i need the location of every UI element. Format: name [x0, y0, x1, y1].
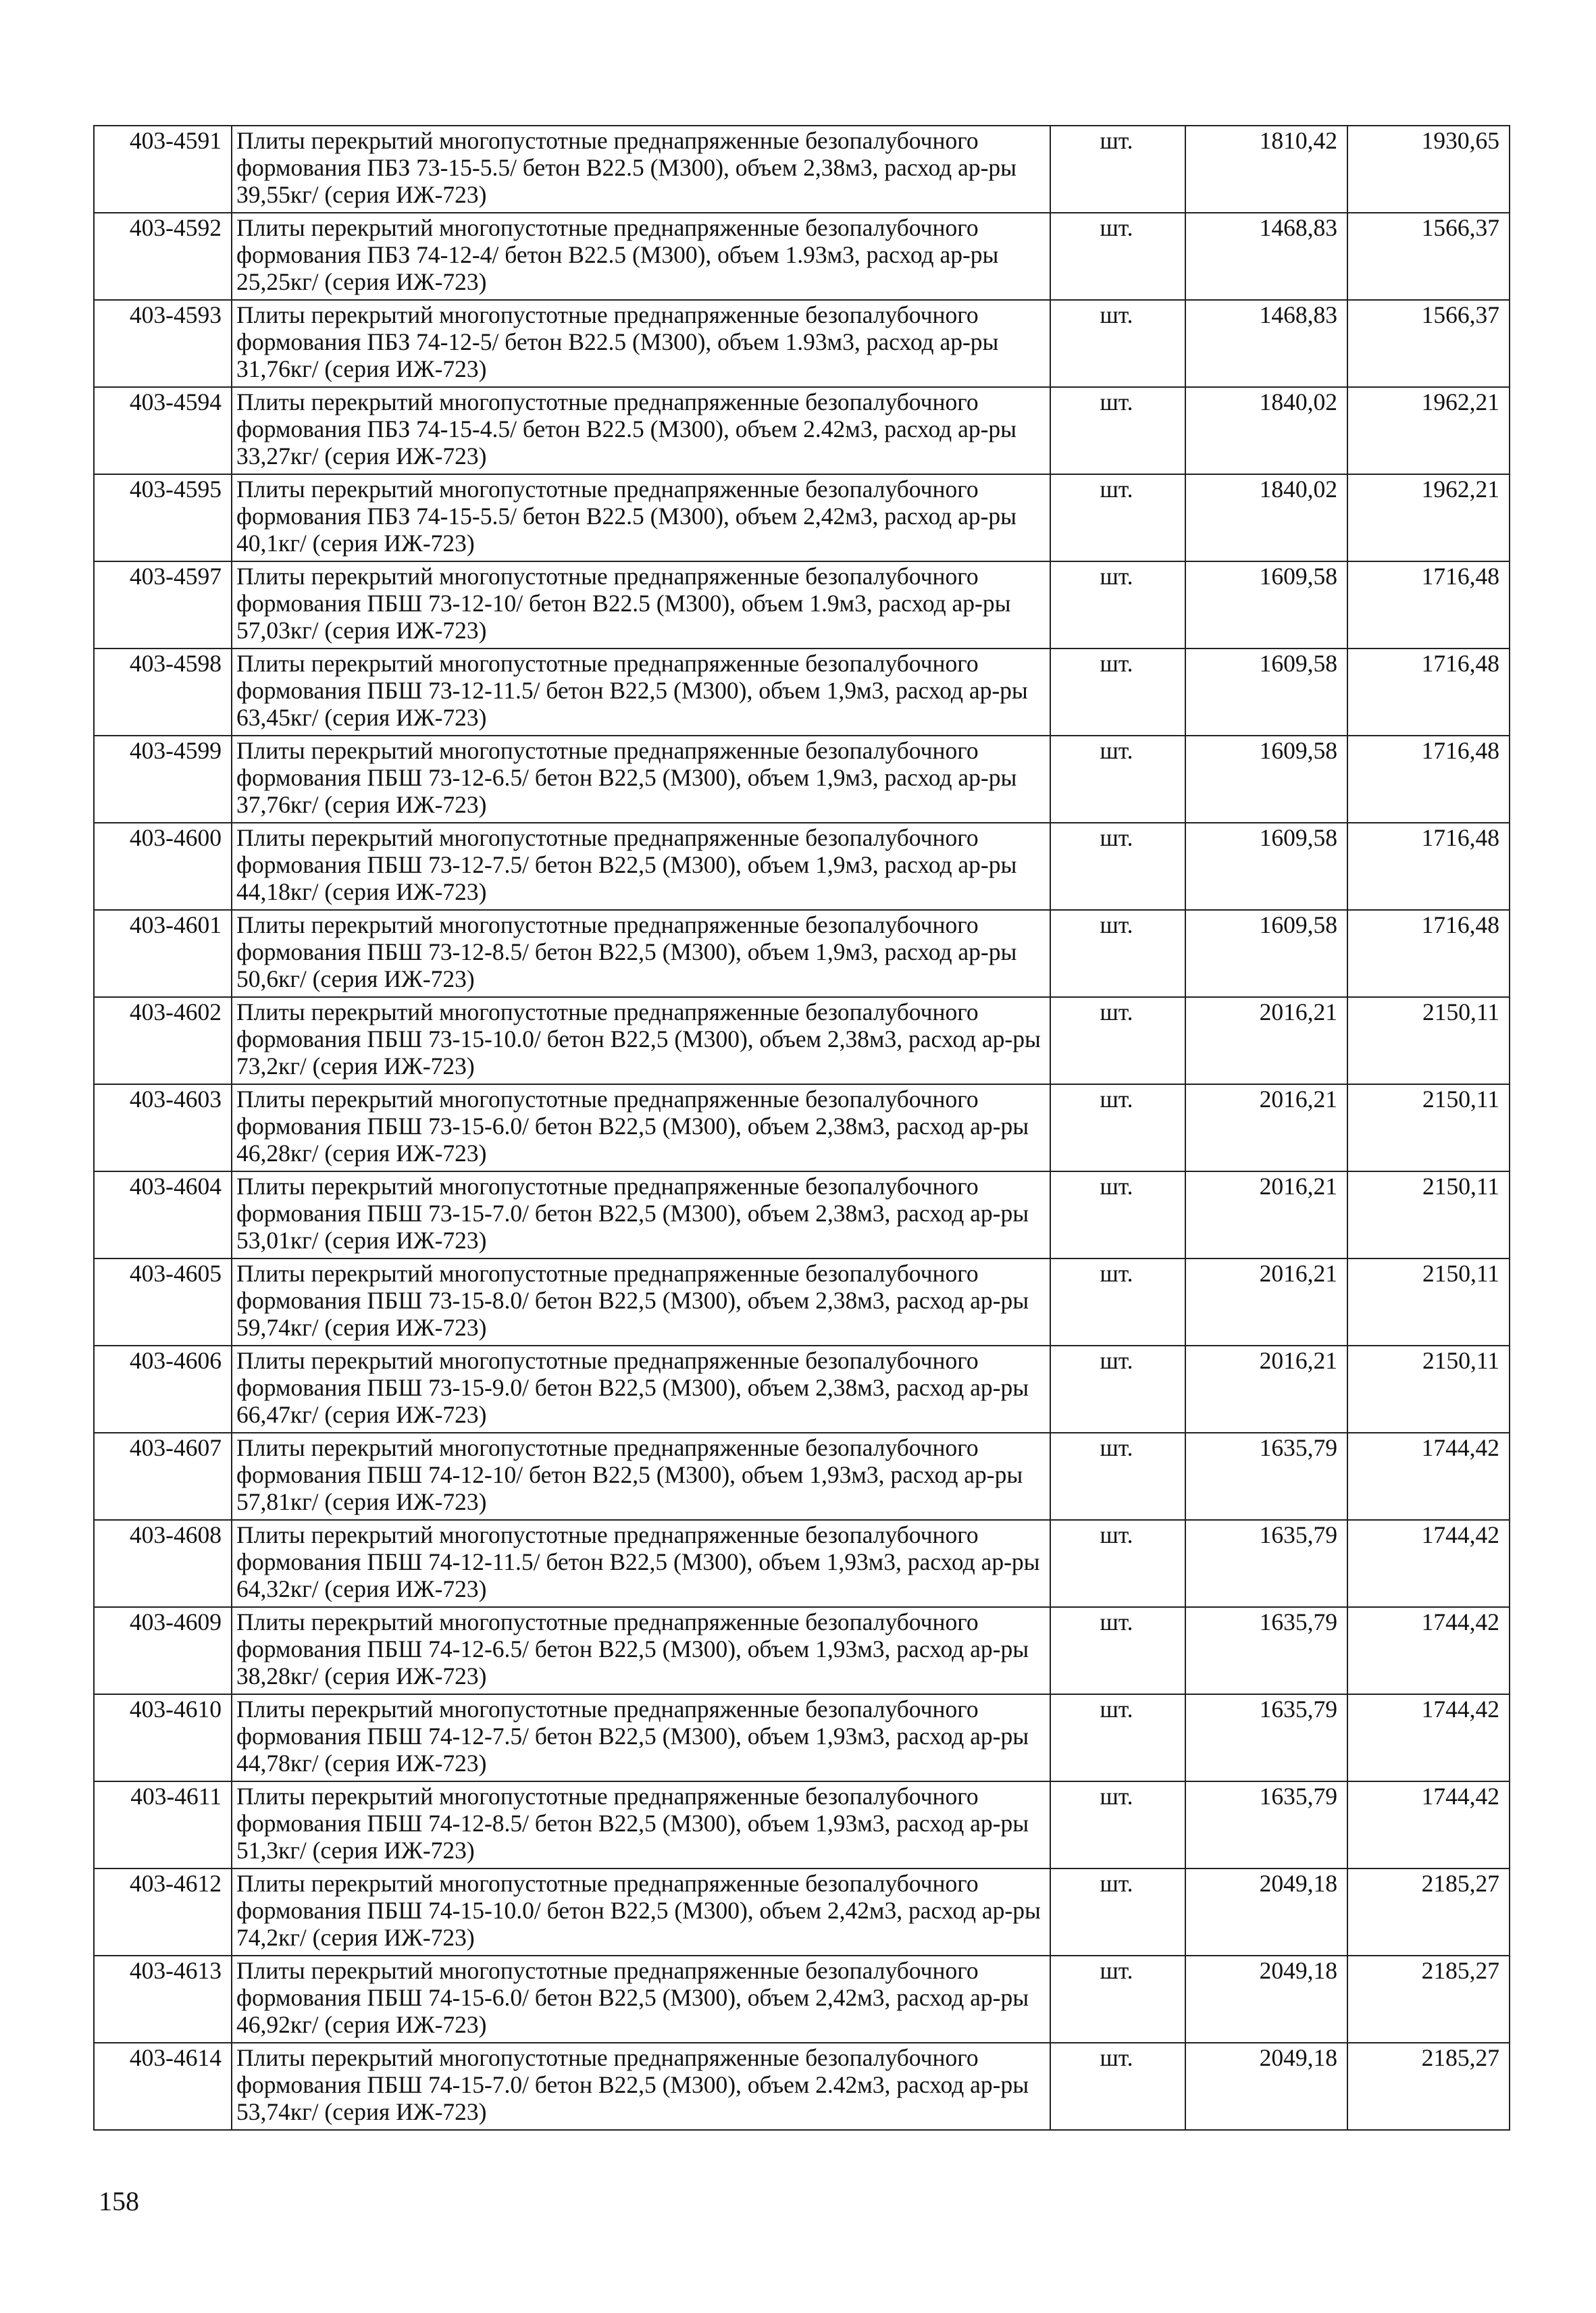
- table-row: [94, 1694, 1510, 1781]
- price-1-cell: 1635,79: [1185, 1781, 1347, 1869]
- item-code-cell: 403-4598: [94, 649, 232, 736]
- price-1-cell: 1635,79: [1185, 1607, 1347, 1694]
- table-row: [94, 736, 1510, 823]
- item-description-cell: Плиты перекрытий многопустотные преднапряженные безопалубочного формования ПБЗ 74-12-5/ бетон В22.5 (М300), объем 1.93м3, расход ар-ры 31,76кг/ (серия ИЖ-723): [232, 300, 1050, 387]
- item-description-cell: Плиты перекрытий многопустотные преднапряженные безопалубочного формования ПБШ 73-12-8.5/ бетон В22,5 (М300), объем 1,9м3, расход ар-ры 50,6кг/ (серия ИЖ-723): [232, 910, 1050, 997]
- item-description-cell: Плиты перекрытий многопустотные преднапряженные безопалубочного формования ПБШ 73-15-8.0/ бетон В22,5 (М300), объем 2,38м3, расход ар-ры 59,74кг/ (серия ИЖ-723): [232, 1259, 1050, 1346]
- unit-cell: шт.: [1050, 649, 1185, 736]
- price-2-cell: 1962,21: [1347, 387, 1510, 474]
- item-code-cell: 403-4594: [94, 387, 232, 474]
- table-row: [94, 561, 1510, 649]
- price-1-cell: 1635,79: [1185, 1520, 1347, 1607]
- price-1-cell: 2016,21: [1185, 1171, 1347, 1259]
- item-description-cell: Плиты перекрытий многопустотные преднапряженные безопалубочного формования ПБЗ 74-15-4.5/ бетон В22.5 (М300), объем 2.42м3, расход ар-ры 33,27кг/ (серия ИЖ-723): [232, 387, 1050, 474]
- table-row: [94, 2043, 1510, 2130]
- item-code-cell: 403-4609: [94, 1607, 232, 1694]
- item-description-cell: Плиты перекрытий многопустотные преднапряженные безопалубочного формования ПБШ 73-15-9.0/ бетон В22,5 (М300), объем 2,38м3, расход ар-ры 66,47кг/ (серия ИЖ-723): [232, 1346, 1050, 1433]
- item-code-cell: 403-4604: [94, 1171, 232, 1259]
- price-1-cell: 1609,58: [1185, 823, 1347, 910]
- item-code-cell: 403-4612: [94, 1869, 232, 1956]
- price-2-cell: 2185,27: [1347, 1956, 1510, 2043]
- price-1-cell: 2016,21: [1185, 1259, 1347, 1346]
- unit-cell: шт.: [1050, 1956, 1185, 2043]
- item-description-cell: Плиты перекрытий многопустотные преднапряженные безопалубочного формования ПБШ 73-12-6.5/ бетон В22,5 (М300), объем 1,9м3, расход ар-ры 37,76кг/ (серия ИЖ-723): [232, 736, 1050, 823]
- unit-cell: шт.: [1050, 1433, 1185, 1520]
- item-code-cell: 403-4602: [94, 997, 232, 1084]
- price-1-cell: 1468,83: [1185, 300, 1347, 387]
- unit-cell: шт.: [1050, 1781, 1185, 1869]
- item-code-cell: 403-4593: [94, 300, 232, 387]
- item-description-cell: Плиты перекрытий многопустотные преднапряженные безопалубочного формования ПБШ 73-12-11.5/ бетон В22,5 (М300), объем 1,9м3, расход ар-ры 63,45кг/ (серия ИЖ-723): [232, 649, 1050, 736]
- table-row: [94, 1433, 1510, 1520]
- item-code-cell: 403-4591: [94, 126, 232, 213]
- price-1-cell: 1635,79: [1185, 1694, 1347, 1781]
- unit-cell: шт.: [1050, 823, 1185, 910]
- price-2-cell: 1716,48: [1347, 736, 1510, 823]
- price-2-cell: 2150,11: [1347, 997, 1510, 1084]
- item-description-cell: Плиты перекрытий многопустотные преднапряженные безопалубочного формования ПБШ 74-12-6.5/ бетон В22,5 (М300), объем 1,93м3, расход ар-ры 38,28кг/ (серия ИЖ-723): [232, 1607, 1050, 1694]
- price-1-cell: 1609,58: [1185, 649, 1347, 736]
- item-code-cell: 403-4610: [94, 1694, 232, 1781]
- price-2-cell: 1744,42: [1347, 1607, 1510, 1694]
- item-description-cell: Плиты перекрытий многопустотные преднапряженные безопалубочного формования ПБЗ 74-12-4/ бетон В22.5 (М300), объем 1.93м3, расход ар-ры 25,25кг/ (серия ИЖ-723): [232, 213, 1050, 300]
- price-table-body: [94, 126, 1510, 2130]
- table-row: [94, 1084, 1510, 1171]
- table-row: [94, 126, 1510, 213]
- price-1-cell: 2049,18: [1185, 2043, 1347, 2130]
- price-2-cell: 2185,27: [1347, 2043, 1510, 2130]
- unit-cell: шт.: [1050, 561, 1185, 649]
- price-2-cell: 1716,48: [1347, 823, 1510, 910]
- item-description-cell: Плиты перекрытий многопустотные преднапряженные безопалубочного формования ПБЗ 73-15-5.5/ бетон В22.5 (М300), объем 2,38м3, расход ар-ры 39,55кг/ (серия ИЖ-723): [232, 126, 1050, 213]
- price-1-cell: 2049,18: [1185, 1956, 1347, 2043]
- price-1-cell: 1468,83: [1185, 213, 1347, 300]
- item-description-cell: Плиты перекрытий многопустотные преднапряженные безопалубочного формования ПБШ 73-15-10.0/ бетон В22,5 (М300), объем 2,38м3, расход ар-ры 73,2кг/ (серия ИЖ-723): [232, 997, 1050, 1084]
- table-row: [94, 1346, 1510, 1433]
- price-1-cell: 1609,58: [1185, 736, 1347, 823]
- unit-cell: шт.: [1050, 1869, 1185, 1956]
- table-row: [94, 474, 1510, 561]
- price-1-cell: 1635,79: [1185, 1433, 1347, 1520]
- page-number: 158: [99, 2186, 139, 2216]
- item-description-cell: Плиты перекрытий многопустотные преднапряженные безопалубочного формования ПБШ 74-15-10.0/ бетон В22,5 (М300), объем 2,42м3, расход ар-ры 74,2кг/ (серия ИЖ-723): [232, 1869, 1050, 1956]
- unit-cell: шт.: [1050, 1171, 1185, 1259]
- price-2-cell: 2185,27: [1347, 1869, 1510, 1956]
- unit-cell: шт.: [1050, 736, 1185, 823]
- unit-cell: шт.: [1050, 1346, 1185, 1433]
- unit-cell: шт.: [1050, 387, 1185, 474]
- unit-cell: шт.: [1050, 213, 1185, 300]
- price-2-cell: 1716,48: [1347, 561, 1510, 649]
- item-description-cell: Плиты перекрытий многопустотные преднапряженные безопалубочного формования ПБШ 73-12-7.5/ бетон В22,5 (М300), объем 1,9м3, расход ар-ры 44,18кг/ (серия ИЖ-723): [232, 823, 1050, 910]
- price-2-cell: 1716,48: [1347, 649, 1510, 736]
- price-2-cell: 2150,11: [1347, 1259, 1510, 1346]
- price-table: [93, 125, 1510, 2131]
- price-2-cell: 1566,37: [1347, 213, 1510, 300]
- table-row: [94, 1869, 1510, 1956]
- item-description-cell: Плиты перекрытий многопустотные преднапряженные безопалубочного формования ПБШ 73-15-6.0/ бетон В22,5 (М300), объем 2,38м3, расход ар-ры 46,28кг/ (серия ИЖ-723): [232, 1084, 1050, 1171]
- table-row: [94, 649, 1510, 736]
- price-1-cell: 1609,58: [1185, 561, 1347, 649]
- price-1-cell: 2016,21: [1185, 1346, 1347, 1433]
- item-description-cell: Плиты перекрытий многопустотные преднапряженные безопалубочного формования ПБШ 74-15-7.0/ бетон В22,5 (М300), объем 2.42м3, расход ар-ры 53,74кг/ (серия ИЖ-723): [232, 2043, 1050, 2130]
- unit-cell: шт.: [1050, 2043, 1185, 2130]
- price-2-cell: 1716,48: [1347, 910, 1510, 997]
- unit-cell: шт.: [1050, 1694, 1185, 1781]
- item-code-cell: 403-4607: [94, 1433, 232, 1520]
- item-code-cell: 403-4611: [94, 1781, 232, 1869]
- item-description-cell: Плиты перекрытий многопустотные преднапряженные безопалубочного формования ПБЗ 74-15-5.5/ бетон В22.5 (М300), объем 2,42м3, расход ар-ры 40,1кг/ (серия ИЖ-723): [232, 474, 1050, 561]
- item-code-cell: 403-4599: [94, 736, 232, 823]
- price-2-cell: 1744,42: [1347, 1520, 1510, 1607]
- item-code-cell: 403-4597: [94, 561, 232, 649]
- item-description-cell: Плиты перекрытий многопустотные преднапряженные безопалубочного формования ПБШ 74-12-8.5/ бетон В22,5 (М300), объем 1,93м3, расход ар-ры 51,3кг/ (серия ИЖ-723): [232, 1781, 1050, 1869]
- price-1-cell: 2016,21: [1185, 1084, 1347, 1171]
- price-2-cell: 2150,11: [1347, 1171, 1510, 1259]
- price-2-cell: 1930,65: [1347, 126, 1510, 213]
- table-row: [94, 997, 1510, 1084]
- table-row: [94, 387, 1510, 474]
- unit-cell: шт.: [1050, 1607, 1185, 1694]
- table-row: [94, 823, 1510, 910]
- item-code-cell: 403-4600: [94, 823, 232, 910]
- table-row: [94, 1781, 1510, 1869]
- table-row: [94, 1956, 1510, 2043]
- price-2-cell: 1744,42: [1347, 1433, 1510, 1520]
- unit-cell: шт.: [1050, 474, 1185, 561]
- item-code-cell: 403-4613: [94, 1956, 232, 2043]
- table-row: [94, 300, 1510, 387]
- table-row: [94, 1259, 1510, 1346]
- item-description-cell: Плиты перекрытий многопустотные преднапряженные безопалубочного формования ПБШ 74-12-10/ бетон В22,5 (М300), объем 1,93м3, расход ар-ры 57,81кг/ (серия ИЖ-723): [232, 1433, 1050, 1520]
- item-description-cell: Плиты перекрытий многопустотные преднапряженные безопалубочного формования ПБШ 74-15-6.0/ бетон В22,5 (М300), объем 2,42м3, расход ар-ры 46,92кг/ (серия ИЖ-723): [232, 1956, 1050, 2043]
- table-row: [94, 910, 1510, 997]
- price-1-cell: 2049,18: [1185, 1869, 1347, 1956]
- price-2-cell: 2150,11: [1347, 1084, 1510, 1171]
- item-code-cell: 403-4601: [94, 910, 232, 997]
- item-code-cell: 403-4592: [94, 213, 232, 300]
- price-2-cell: 1962,21: [1347, 474, 1510, 561]
- price-1-cell: 1810,42: [1185, 126, 1347, 213]
- price-2-cell: 2150,11: [1347, 1346, 1510, 1433]
- item-code-cell: 403-4608: [94, 1520, 232, 1607]
- item-code-cell: 403-4614: [94, 2043, 232, 2130]
- unit-cell: шт.: [1050, 910, 1185, 997]
- item-code-cell: 403-4606: [94, 1346, 232, 1433]
- table-row: [94, 1520, 1510, 1607]
- price-1-cell: 1840,02: [1185, 387, 1347, 474]
- item-description-cell: Плиты перекрытий многопустотные преднапряженные безопалубочного формования ПБШ 74-12-7.5/ бетон В22,5 (М300), объем 1,93м3, расход ар-ры 44,78кг/ (серия ИЖ-723): [232, 1694, 1050, 1781]
- price-2-cell: 1744,42: [1347, 1781, 1510, 1869]
- table-row: [94, 213, 1510, 300]
- unit-cell: шт.: [1050, 300, 1185, 387]
- table-row: [94, 1607, 1510, 1694]
- item-code-cell: 403-4595: [94, 474, 232, 561]
- unit-cell: шт.: [1050, 997, 1185, 1084]
- item-code-cell: 403-4603: [94, 1084, 232, 1171]
- unit-cell: шт.: [1050, 1084, 1185, 1171]
- item-description-cell: Плиты перекрытий многопустотные преднапряженные безопалубочного формования ПБШ 73-15-7.0/ бетон В22,5 (М300), объем 2,38м3, расход ар-ры 53,01кг/ (серия ИЖ-723): [232, 1171, 1050, 1259]
- unit-cell: шт.: [1050, 126, 1185, 213]
- price-2-cell: 1744,42: [1347, 1694, 1510, 1781]
- item-description-cell: Плиты перекрытий многопустотные преднапряженные безопалубочного формования ПБШ 73-12-10/ бетон В22.5 (М300), объем 1.9м3, расход ар-ры 57,03кг/ (серия ИЖ-723): [232, 561, 1050, 649]
- unit-cell: шт.: [1050, 1520, 1185, 1607]
- price-1-cell: 1840,02: [1185, 474, 1347, 561]
- item-description-cell: Плиты перекрытий многопустотные преднапряженные безопалубочного формования ПБШ 74-12-11.5/ бетон В22,5 (М300), объем 1,93м3, расход ар-ры 64,32кг/ (серия ИЖ-723): [232, 1520, 1050, 1607]
- price-2-cell: 1566,37: [1347, 300, 1510, 387]
- item-code-cell: 403-4605: [94, 1259, 232, 1346]
- price-1-cell: 2016,21: [1185, 997, 1347, 1084]
- price-1-cell: 1609,58: [1185, 910, 1347, 997]
- table-row: [94, 1171, 1510, 1259]
- unit-cell: шт.: [1050, 1259, 1185, 1346]
